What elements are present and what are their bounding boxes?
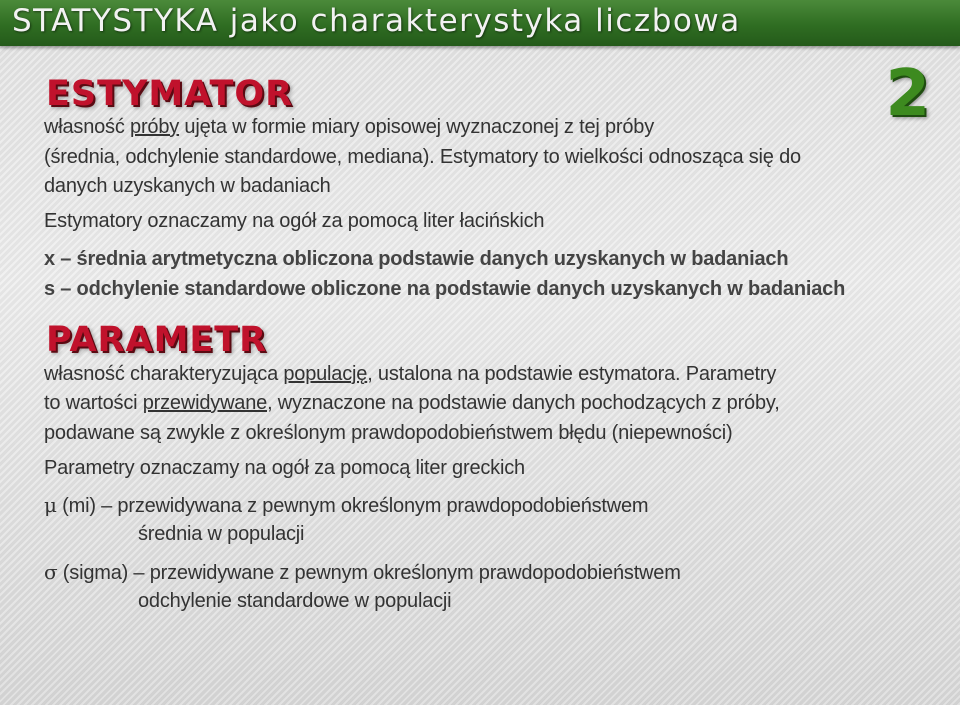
parametr-sigma-definition <box>44 560 681 585</box>
estymator-heading: ESTYMATOR <box>46 74 294 114</box>
title-bar <box>0 0 960 46</box>
mu-symbol: μ <box>44 493 57 517</box>
parametr-notation-line: Parametry oznaczamy na ogół za pomocą liter greckich <box>44 457 525 479</box>
estymator-definition-line-2: (średnia, odchylenie standardowe, mediana). Estymatory to wielkości odnosząca się do <box>44 146 801 168</box>
text-fragment: wyznaczone na podstawie danych pochodzących z próby, <box>272 392 780 414</box>
underlined-term-populacje: populację <box>283 363 368 385</box>
slide-number: 2 <box>885 57 930 131</box>
text-fragment: , ustalona na podstawie estymatora. Parametry <box>367 363 777 385</box>
text-fragment: to wartości <box>44 392 143 414</box>
parametr-definition-line-2 <box>44 392 780 415</box>
estymator-notation-line: Estymatory oznaczamy na ogół za pomocą liter łacińskich <box>44 210 545 232</box>
parametr-mu-definition-cont: średnia w populacji <box>138 523 305 545</box>
estymator-s-definition: s – odchylenie standardowe obliczone na podstawie danych uzyskanych w badaniach <box>44 278 846 300</box>
text-fragment: własność charakteryzująca <box>44 363 284 385</box>
text-fragment: własność <box>44 116 131 138</box>
estymator-definition-line-1 <box>44 116 654 139</box>
parametr-definition-line-1 <box>44 363 776 386</box>
estymator-definition-line-3: danych uzyskanych w badaniach <box>44 175 331 197</box>
underlined-term-przewidywane: przewidywane, <box>142 392 273 414</box>
parametr-definition-line-3: podawane są zwykle z określonym prawdopodobieństwem błędu (niepewności) <box>44 422 733 444</box>
estymator-x-definition: x – średnia arytmetyczna obliczona podstawie danych uzyskanych w badaniach <box>44 248 789 270</box>
text-fragment: (mi) – przewidywana z pewnym określonym prawdopodobieństwem <box>56 495 649 517</box>
slide-title: STATYSTYKA jako charakterystyka liczbowa <box>12 3 741 39</box>
sigma-symbol: σ <box>44 560 58 584</box>
parametr-sigma-definition-cont: odchylenie standardowe w populacji <box>138 590 452 612</box>
parametr-heading: PARAMETR <box>46 320 268 360</box>
parametr-mu-definition <box>44 493 648 518</box>
text-fragment: ujęta w formie miary opisowej wyznaczonej z tej próby <box>179 116 654 138</box>
underlined-term-proby: próby <box>130 116 180 138</box>
text-fragment: (sigma) – przewidywane z pewnym określonym prawdopodobieństwem <box>57 562 681 584</box>
